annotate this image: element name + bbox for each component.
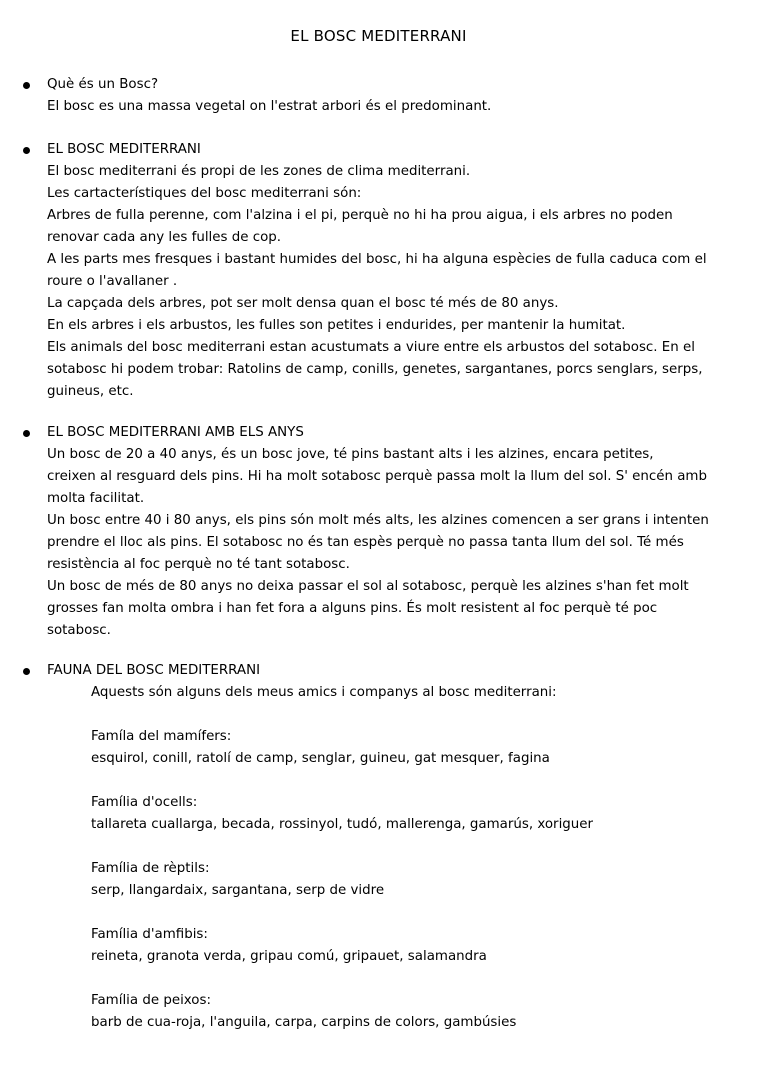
text-line: Els animals del bosc mediterrani estan acustumats a viure entre els arbustos del sotabosc. En el bbox=[47, 340, 695, 355]
text-line: creixen al resguard dels pins. Hi ha molt sotabosc perquè passa molt la llum del sol. S' encén amb bbox=[47, 469, 707, 484]
section-heading: FAUNA DEL BOSC MEDITERRANI bbox=[47, 663, 261, 678]
text-line: En els arbres i els arbustos, les fulles son petites i endurides, per mantenir la humitat. bbox=[47, 318, 626, 333]
family-name: Famíla del mamífers: bbox=[91, 729, 232, 744]
text-line: La capçada dels arbres, pot ser molt densa quan el bosc té més de 80 anys. bbox=[47, 296, 559, 311]
bullet-icon bbox=[23, 147, 30, 154]
text-line: grosses fan molta ombra i han fet fora a alguns pins. És molt resistent al foc perquè té poc bbox=[47, 601, 658, 616]
section-mediterranean-forest bbox=[47, 139, 752, 403]
text-line: Un bosc entre 40 i 80 anys, els pins són molt més alts, les alzines comencen a ser grans i intenten bbox=[47, 513, 709, 528]
text-line: roure o l'avallaner . bbox=[47, 274, 178, 289]
family-amphibians bbox=[91, 924, 752, 968]
text-line: A les parts mes fresques i bastant humides del bosc, hi ha alguna espècies de fulla caduca com el bbox=[47, 252, 707, 267]
family-animals: barb de cua-roja, l'anguila, carpa, carpins de colors, gambúsies bbox=[91, 1015, 517, 1030]
page-title: EL BOSC MEDITERRANI bbox=[290, 27, 467, 45]
family-name: Família de rèptils: bbox=[91, 861, 210, 876]
family-reptiles bbox=[91, 858, 752, 902]
question-line: Què és un Bosc? bbox=[47, 77, 159, 92]
family-name: Família de peixos: bbox=[91, 993, 211, 1008]
text-line: Les cartacterístiques del bosc mediterrani són: bbox=[47, 186, 362, 201]
family-name: Família d'amfibis: bbox=[91, 927, 208, 942]
text-line: resistència al foc perquè no té tant sotabosc. bbox=[47, 557, 350, 572]
text-line: renovar cada any les fulles de cop. bbox=[47, 230, 282, 245]
text-line: El bosc mediterrani és propi de les zones de clima mediterrani. bbox=[47, 164, 471, 179]
family-animals: tallareta cuallarga, becada, rossinyol, tudó, mallerenga, gamarús, xoriguer bbox=[91, 817, 594, 832]
family-fish bbox=[91, 990, 752, 1034]
text-line: molta facilitat. bbox=[47, 491, 145, 506]
family-name: Família d'ocells: bbox=[91, 795, 198, 810]
text-line: guineus, etc. bbox=[47, 384, 134, 399]
section-heading: EL BOSC MEDITERRANI bbox=[47, 142, 201, 157]
section-heading: EL BOSC MEDITERRANI AMB ELS ANYS bbox=[47, 425, 304, 440]
bullet-icon bbox=[23, 668, 30, 675]
text-line: prendre el lloc als pins. El sotabosc no és tan espès perquè no passa tanta llum del sol. Té més bbox=[47, 535, 684, 550]
text-line: Un bosc de 20 a 40 anys, és un bosc jove, té pins bastant alts i les alzines, encara petites, bbox=[47, 447, 654, 462]
fauna-intro: Aquests són alguns dels meus amics i companys al bosc mediterrani: bbox=[91, 685, 557, 700]
definition-line: El bosc es una massa vegetal on l'estrat arbori és el predominant. bbox=[47, 99, 492, 114]
bullet-icon bbox=[23, 82, 30, 89]
section-fauna bbox=[47, 660, 752, 1034]
family-animals: esquirol, conill, ratolí de camp, senglar, guineu, gat mesquer, fagina bbox=[91, 751, 550, 766]
section-forest-over-years bbox=[47, 422, 752, 642]
family-animals: serp, llangardaix, sargantana, serp de vidre bbox=[91, 883, 385, 898]
family-birds bbox=[91, 792, 752, 836]
text-line: Un bosc de més de 80 anys no deixa passar el sol al sotabosc, perquè les alzines s'han fet molt bbox=[47, 579, 689, 594]
family-animals: reineta, granota verda, gripau comú, gripauet, salamandra bbox=[91, 949, 487, 964]
text-line: sotabosc. bbox=[47, 623, 111, 638]
family-mammals bbox=[91, 726, 752, 770]
bullet-icon bbox=[23, 430, 30, 437]
text-line: Arbres de fulla perenne, com l'alzina i el pi, perquè no hi ha prou aigua, i els arbres no poden bbox=[47, 208, 673, 223]
text-line: sotabosc hi podem trobar: Ratolins de camp, conills, genetes, sargantanes, porcs senglars, serps, bbox=[47, 362, 703, 377]
fauna-list bbox=[91, 682, 752, 1034]
section-what-is-forest bbox=[47, 74, 752, 118]
